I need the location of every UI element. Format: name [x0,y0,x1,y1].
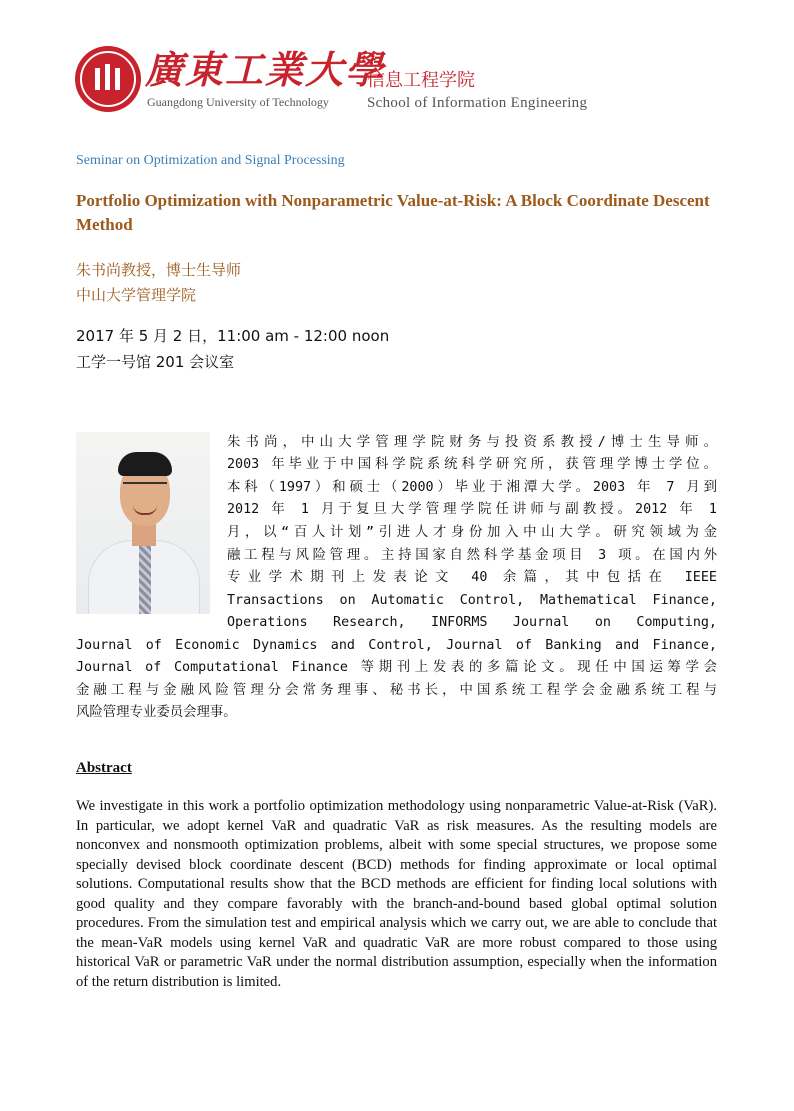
page-header [75,44,635,114]
bio-line: Operations Research, INFORMS Journal on Computing, [227,615,717,630]
abstract-text: We investigate in this work a portfolio optimization methodology using nonparametric Value-at-Risk (VaR). In particular, we adopt kernel VaR and quadratic VaR as risk measures. As the resulting models are nonconvex and nonsmooth optimization problems, albeit with some special structures, we propose some specially devised block coordinate descent (BCD) methods for finding approximate or local optimal solutions. Computational results show that the BCD methods are efficient for finding local solutions with good quality and they compare favorably with the branch-and-bound based global optimal solution procedures. From the simulation test and empirical analysis which we carry out, we are able to conclude that the mean-VaR models using kernel VaR and quadratic VaR are more robust compared to those using historical VaR or parametric VaR under the normal distribution assumption, especially when the information of the return distribution is limited. [76,798,717,990]
school-name-chinese: 信息工程学院 [367,70,475,91]
bio-line: 专业学术期刊上发表论文 40 余篇，其中包括在 IEEE [227,570,717,585]
speaker-name: 朱书尚教授，博士生导师 [76,261,242,279]
seminar-series: Seminar on Optimization and Signal Processing [76,153,345,168]
university-name-calligraphy: 廣東工業大學 [145,47,386,92]
bio-line: 2012 年 1 月于复旦大学管理学院任讲师与副教授。2012 年 1 [227,502,717,517]
talk-datetime: 2017 年 5 月 2 日，11:00 am - 12:00 noon [76,327,390,345]
university-name-english: Guangdong University of Technology [147,95,329,109]
bio-line: 本科（1997）和硕士（2000）毕业于湘潭大学。2003 年 7 月到 [227,480,717,495]
speaker-affiliation: 中山大学管理学院 [76,286,197,304]
school-name-english: School of Information Engineering [367,95,588,111]
bio-line: Transactions on Automatic Control, Mathematical Finance, [227,593,717,608]
bio-line: Journal of Computational Finance 等期刊上发表的多篇论文。现任中国运筹学会 [76,660,717,675]
bio-line: 2003 年毕业于中国科学院系统科学研究所，获管理学博士学位。 [227,457,717,472]
bio-line: 融工程与风险管理。主持国家自然科学基金项目 3 项。在国内外 [227,548,717,563]
bio-line: 朱书尚，中山大学管理学院财务与投资系教授/博士生导师。 [227,435,717,450]
bio-line: 月，以“百人计划”引进人才身份加入中山大学。研究领域为金 [227,525,717,540]
bio-line: 金融工程与金融风险管理分会常务理事、秘书长，中国系统工程学会金融系统工程与 [76,683,717,698]
seal-pillars-icon [95,64,121,90]
talk-title: Portfolio Optimization with Nonparametric Value-at-Risk: A Block Coordinate Descent Method [76,191,710,234]
university-seal-logo [75,46,141,112]
bio-line: 风险管理专业委员会理事。 [76,705,237,720]
abstract-heading: Abstract [76,760,132,776]
speaker-photo [76,432,210,614]
bio-line: Journal of Economic Dynamics and Control, Journal of Banking and Finance, [76,638,717,653]
talk-venue: 工学一号馆 201 会议室 [76,353,235,371]
